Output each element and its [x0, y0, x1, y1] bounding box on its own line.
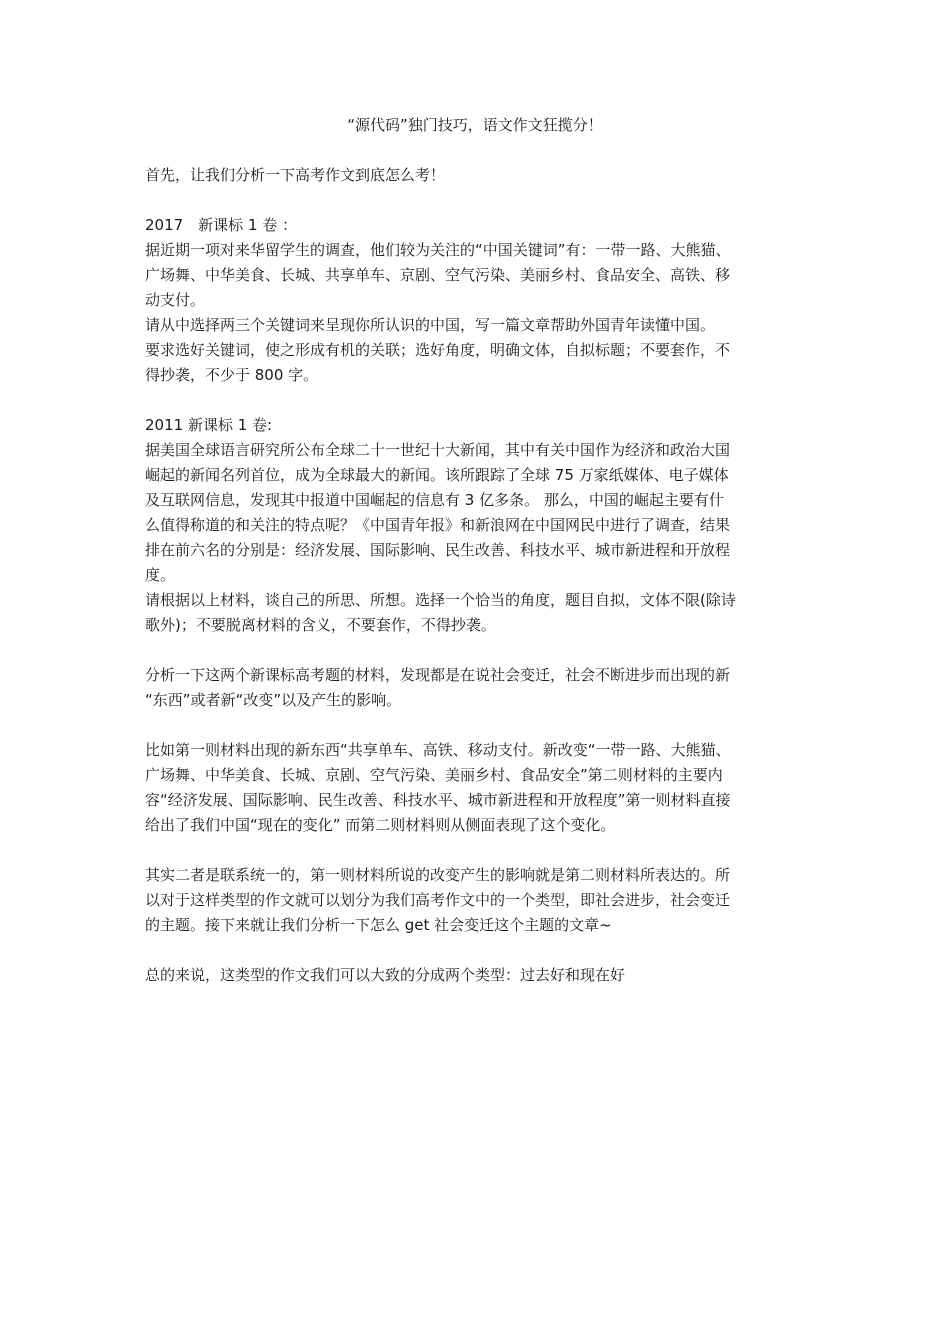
section-2011-line: 据美国全球语言研究所公布全球二十一世纪十大新闻，其中有关中国作为经济和政治大国	[145, 441, 731, 459]
section-2017-line: 得抄袭，不少于 800 字。	[145, 366, 319, 384]
analysis-line: 以对于这样类型的作文就可以划分为我们高考作文中的一个类型，即社会进步，社会变迁	[145, 891, 731, 909]
section-2017-heading: 2017 新课标 1 卷 ：	[145, 216, 298, 234]
analysis-line: 容“经济发展、国际影响、民生改善、科技水平、城市新进程和开放程度”第一则材料直接	[145, 791, 731, 809]
section-2011-line: 请根据以上材料，谈自己的所思、所想。选择一个恰当的角度，题目自拟，文体不限(除诗	[145, 591, 736, 609]
analysis-paragraph-2	[145, 738, 805, 838]
section-2011	[145, 413, 805, 638]
section-2017-line: 要求选好关键词，使之形成有机的关联；选好角度，明确文体，自拟标题；不要套作，不	[145, 341, 731, 359]
section-2017	[145, 213, 805, 388]
section-2011-line: 么值得称道的和关注的特点呢？《中国青年报》和新浪网在中国网民中进行了调查，结果	[145, 516, 731, 534]
analysis-line: 的主题。接下来就让我们分析一下怎么 get 社会变迁这个主题的文章~	[145, 916, 612, 934]
section-2011-line: 及互联网信息，发现其中报道中国崛起的信息有 3 亿多条。 那么，中国的崛起主要有什	[145, 491, 724, 509]
paragraph-gap	[145, 638, 805, 663]
section-2017-line: 请从中选择两三个关键词来呈现你所认识的中国，写一篇文章帮助外国青年读懂中国。	[145, 316, 716, 334]
conclusion-paragraph: 总的来说，这类型的作文我们可以大致的分成两个类型：过去好和现在好	[145, 966, 626, 984]
analysis-line: 给出了我们中国“现在的变化” 而第二则材料则从侧面表现了这个变化。	[145, 816, 616, 834]
analysis-line: 广场舞、中华美食、长城、京剧、空气污染、美丽乡村、食品安全”第二则材料的主要内	[145, 766, 723, 784]
analysis-line: “东西”或者新“改变”以及产生的影响。	[145, 691, 402, 709]
analysis-line: 比如第一则材料出现的新东西“共享单车、高铁、移动支付。新改变“一带一路、大熊猫、	[145, 741, 731, 759]
paragraph-gap	[145, 838, 805, 863]
intro-paragraph: 首先，让我们分析一下高考作文到底怎么考！	[145, 166, 446, 184]
section-2011-heading: 2011 新课标 1 卷:	[145, 416, 273, 434]
section-2017-line: 广场舞、中华美食、长城、共享单车、京剧、空气污染、美丽乡村、食品安全、高铁、移	[145, 266, 731, 284]
paragraph-gap	[145, 388, 805, 413]
analysis-line: 其实二者是联系统一的，第一则材料所说的改变产生的影响就是第二则材料所表达的。所	[145, 866, 731, 884]
analysis-paragraph-1	[145, 663, 805, 713]
section-2011-line: 排在前六名的分别是：经济发展、国际影响、民生改善、科技水平、城市新进程和开放程	[145, 541, 731, 559]
section-2011-line: 度。	[145, 566, 176, 584]
section-2017-line: 动支付。	[145, 291, 206, 309]
paragraph-gap	[145, 713, 805, 738]
analysis-paragraph-3	[145, 863, 805, 938]
section-2011-line: 歌外)；不要脱离材料的含义，不要套作，不得抄袭。	[145, 616, 496, 634]
document-title: “源代码”独门技巧，语文作文狂揽分！	[347, 116, 603, 134]
analysis-line: 分析一下这两个新课标高考题的材料，发现都是在说社会变迁，社会不断进步而出现的新	[145, 666, 731, 684]
paragraph-gap	[145, 188, 805, 213]
document-body	[145, 163, 805, 988]
section-2017-line: 据近期一项对来华留学生的调查，他们较为关注的“中国关键词”有：一带一路、大熊猫、	[145, 241, 731, 259]
section-2011-line: 崛起的新闻名列首位，成为全球最大的新闻。该所跟踪了全球 75 万家纸媒体、电子媒体	[145, 466, 729, 484]
paragraph-gap	[145, 938, 805, 963]
